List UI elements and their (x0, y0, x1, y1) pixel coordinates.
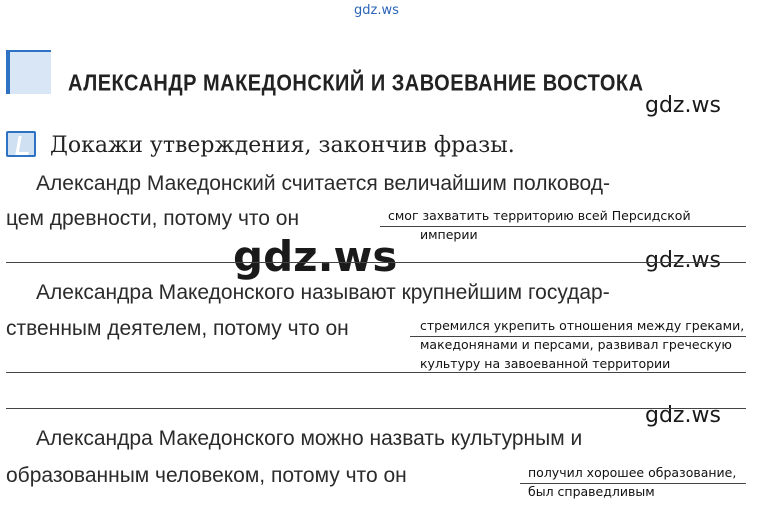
watermark-top: gdz.ws (354, 3, 399, 18)
section-title: АЛЕКСАНДР МАКЕДОНСКИЙ И ЗАВОЕВАНИЕ ВОСТОКА (68, 71, 644, 97)
item-1-answer-line-1: смог захватить территорию всей Персидской (388, 208, 691, 223)
item-2-answer-line-1: стремился укрепить отношения между греками, (420, 318, 745, 333)
watermark-large: gdz.ws (233, 232, 398, 281)
item-1-answer-line-2: империи (420, 227, 478, 242)
watermark-side-3: gdz.ws (645, 403, 721, 428)
item-2-line-1: Александра Македонского называют крупнейшим государ- (36, 281, 610, 304)
item-3-answer-line-2: был справедливым (528, 484, 655, 499)
answer-rule (520, 483, 746, 484)
answer-rule (6, 372, 746, 373)
answer-rule (410, 336, 746, 337)
item-2-line-2: ственным деятелем, потому что он (6, 317, 349, 340)
section-marker (6, 50, 51, 94)
item-1-line-1: Александр Македонский считается величайшим полковод- (36, 172, 610, 195)
item-3-line-2: образованным человеком, потому что он (6, 464, 407, 487)
answer-rule (6, 408, 746, 409)
answer-rule (380, 226, 746, 227)
item-3-answer-line-1: получил хорошее образование, (528, 465, 737, 480)
pencil-task-icon (6, 131, 36, 157)
item-3-line-1: Александра Македонского можно назвать культурным и (36, 427, 583, 450)
item-2-answer-line-3: культуру на завоеванной территории (420, 356, 671, 371)
item-2-answer-line-2: македонянами и персами, развивал греческую (420, 337, 732, 352)
answer-rule (6, 262, 746, 263)
item-1-line-2: цем древности, потому что он (6, 207, 300, 230)
task-instruction: Докажи утверждения, закончив фразы. (50, 133, 515, 158)
watermark-side-2: gdz.ws (645, 248, 721, 273)
watermark-side-1: gdz.ws (645, 93, 721, 118)
